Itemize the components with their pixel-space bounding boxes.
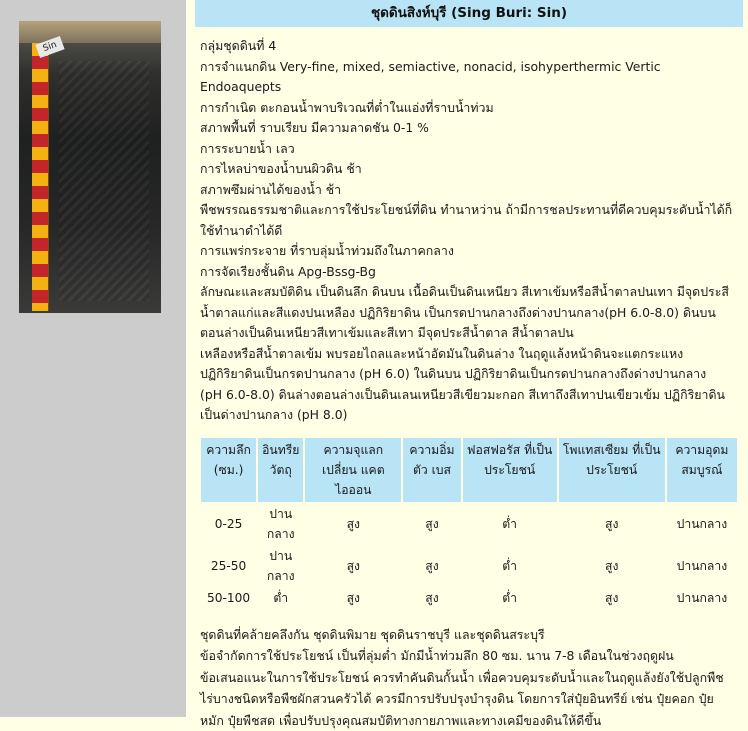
description-line: น้ำตาลแก่และสีแดงปนเหลือง ปฏิกิริยาดิน เป็นกรดปานกลางถึงด่างปานกลาง(pH 6.0-8.0) ดินบน xyxy=(200,303,741,324)
description-line: ใช้ทำนาดำได้ดี xyxy=(200,221,741,242)
table-cell: สูง xyxy=(403,504,460,544)
description-line: กลุ่มชุดดินที่ 4 xyxy=(200,36,741,57)
description-line: การระบายน้ำ เลว xyxy=(200,139,741,160)
soil-properties-table xyxy=(199,436,739,610)
description-line: การแพร่กระจาย ที่ราบลุ่มน้ำท่วมถึงในภาคกลาง xyxy=(200,241,741,262)
note-line: ไร่บางชนิดหรือพืชผักสวนครัวได้ ควรมีการปรับปรุงบำรุงดิน โดยการใส่ปุ๋ยอินทรีย์ เช่น ปุ๋ยคอก ปุ๋ย xyxy=(200,688,743,710)
description-line: การไหลบ่าของน้ำบนผิวดิน ช้า xyxy=(200,159,741,180)
description-line: (pH 6.0-8.0) ดินล่างตอนล่างเป็นดินเลนเหนียวสีเขียวมะกอก สีเทาถึงสีเทาปนเขียวเข้ม ปฏิกิริยาดิน xyxy=(200,385,741,406)
description-line: สภาพซึมผ่านได้ของน้ำ ช้า xyxy=(200,180,741,201)
table-header-cell: ความจุแลก เปลี่ยน แคตไอออน xyxy=(305,438,401,502)
note-line: ข้อเสนอแนะในการใช้ประโยชน์ ควรทำคันดินกั้นน้ำ เพื่อควบคุมระดับน้ำและในฤดูแล้งยังใช้ปลูกพืช xyxy=(200,667,743,689)
table-cell: สูง xyxy=(403,546,460,586)
description-line: ปฏิกิริยาดินเป็นกรดปานกลาง (pH 6.0) ในดินบน ปฏิกิริยาดินเป็นกรดปานกลางถึงด่างปานกลาง xyxy=(200,364,741,385)
description-line: การจัดเรียงชั้นดิน Apg-Bssg-Bg xyxy=(200,262,741,283)
left-sidebar xyxy=(0,0,186,717)
description-line: Endoaquepts xyxy=(200,77,741,98)
soil-series-panel xyxy=(195,0,743,731)
table-cell: 25-50 xyxy=(201,546,256,586)
description-line: การจำแนกดิน Very-fine, mixed, semiactive, nonacid, isohyperthermic Vertic xyxy=(200,57,741,78)
table-cell: สูง xyxy=(559,588,665,608)
table-cell: สูง xyxy=(305,588,401,608)
description-line: เหลืองหรือสีน้ำตาลเข้ม พบรอยไถลและหน้าอัดมันในดินล่าง ในฤดูแล้งหน้าดินจะแตกระแหง xyxy=(200,344,741,365)
table-cell: 0-25 xyxy=(201,504,256,544)
photo-soil-texture xyxy=(59,61,149,301)
soil-description xyxy=(195,36,743,426)
page-title: ชุดดินสิงห์บุรี (Sing Buri: Sin) xyxy=(195,0,743,27)
soil-profile-photo xyxy=(19,21,161,313)
table-cell: ต่ำ xyxy=(463,504,557,544)
table-cell: ปานกลาง xyxy=(667,546,737,586)
note-line: ข้อจำกัดการใช้ประโยชน์ เป็นที่ลุ่มต่ำ มักมีน้ำท่วมลึก 80 ซม. นาน 7-8 เดือนในช่วงฤดูฝน xyxy=(200,645,743,667)
table-cell: สูง xyxy=(305,546,401,586)
table-cell: สูง xyxy=(403,588,460,608)
table-header-cell: โพแทสเซียม ที่เป็นประโยชน์ xyxy=(559,438,665,502)
photo-label-tag: Sin xyxy=(35,36,64,58)
table-row xyxy=(201,546,737,586)
table-cell: 50-100 xyxy=(201,588,256,608)
description-line: สภาพพื้นที่ ราบเรียบ มีความลาดชัน 0-1 % xyxy=(200,118,741,139)
soil-notes xyxy=(195,624,743,731)
description-line: พืชพรรณธรรมชาติและการใช้ประโยชน์ที่ดิน ทำนาหว่าน ถ้ามีการชลประทานที่ดีควบคุมระดับน้ำได้ก็ xyxy=(200,200,741,221)
table-header-cell: ฟอสฟอรัส ที่เป็นประโยชน์ xyxy=(463,438,557,502)
note-line: ชุดดินที่คล้ายคลึงกัน ชุดดินพิมาย ชุดดินราชบุรี และชุดดินสระบุรี xyxy=(200,624,743,646)
table-cell: ปานกลาง xyxy=(258,546,303,586)
table-cell: ปานกลาง xyxy=(258,504,303,544)
table-header-cell: ความอุดม สมบูรณ์ xyxy=(667,438,737,502)
table-header-cell: ความลึก (ซม.) xyxy=(201,438,256,502)
table-header-cell: อินทรีย วัตถุ xyxy=(258,438,303,502)
table-cell: สูง xyxy=(559,504,665,544)
table-cell: สูง xyxy=(305,504,401,544)
table-cell: ต่ำ xyxy=(258,588,303,608)
description-line: ลักษณะและสมบัติดิน เป็นดินลึก ดินบน เนื้อดินเป็นดินเหนียว สีเทาเข้มหรือสีน้ำตาลปนเทา มีจุดประสี xyxy=(200,282,741,303)
table-row xyxy=(201,504,737,544)
table-header-cell: ความอิ่มตัว เบส xyxy=(403,438,460,502)
measuring-ruler xyxy=(32,43,49,311)
table-cell: สูง xyxy=(559,546,665,586)
table-cell: ต่ำ xyxy=(463,588,557,608)
table-cell: ปานกลาง xyxy=(667,504,737,544)
table-cell: ต่ำ xyxy=(463,546,557,586)
table-row xyxy=(201,588,737,608)
table-header-row xyxy=(201,438,737,502)
photo-surface xyxy=(19,21,161,43)
description-line: ตอนล่างเป็นดินเหนียวสีเทาเข้มและสีเทา มีจุดประสีน้ำตาล สีน้ำตาลปน xyxy=(200,323,741,344)
note-line: หมัก ปุ๋ยพืชสด เพื่อปรับปรุงคุณสมบัติทางกายภาพและทางเคมีของดินให้ดีขึ้น xyxy=(200,710,743,731)
description-line: เป็นด่างปานกลาง (pH 8.0) xyxy=(200,405,741,426)
table-cell: ปานกลาง xyxy=(667,588,737,608)
description-line: การกำเนิด ตะกอนน้ำพาบริเวณที่ต่ำในแอ่งที่ราบน้ำท่วม xyxy=(200,98,741,119)
